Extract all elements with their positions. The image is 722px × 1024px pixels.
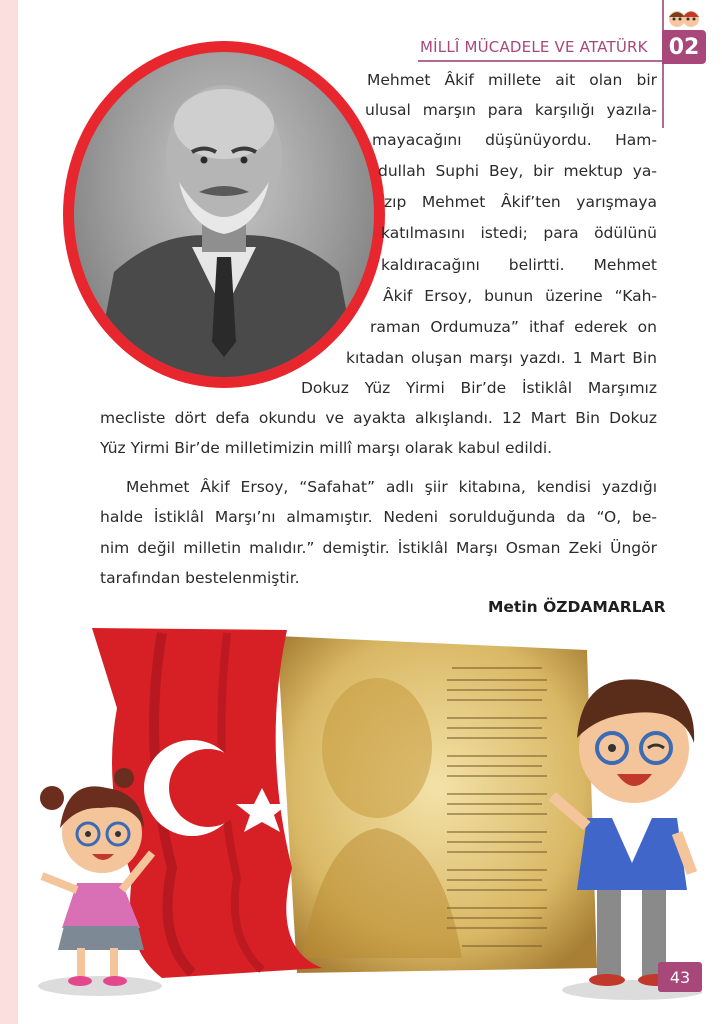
- portrait-photo: [63, 41, 385, 388]
- chapter-number-badge: 02: [662, 30, 706, 64]
- text-line: kıtadan oluşan marşı yazdı. 1 Mart Bin: [346, 349, 657, 367]
- text-line: nim değil milletin malıdır.” demiştir. İstiklâl Marşı Osman Zeki Üngör: [100, 539, 657, 557]
- text-line: tarafından bestelenmiştir.: [100, 569, 300, 587]
- page-number: 43: [658, 962, 702, 992]
- header-side-rule: [662, 0, 664, 128]
- page-edge: [0, 0, 18, 1024]
- header-rule: [418, 60, 664, 62]
- text-line: Mehmet Âkif Ersoy, “Safahat” adlı şiir kitabına, kendisi yazdığı: [126, 478, 657, 496]
- flag-anthem-illustration: [22, 628, 702, 1014]
- text-line: mecliste dört defa okundu ve ayakta alkışlandı. 12 Mart Bin Dokuz: [100, 409, 657, 427]
- text-line: Dokuz Yüz Yirmi Bir’de İstiklâl Marşımız: [301, 379, 657, 397]
- text-line: dullah Suphi Bey, bir mektup ya-: [378, 162, 657, 180]
- text-line: zıp Mehmet Âkif’ten yarışmaya: [384, 193, 657, 211]
- text-line: raman Ordumuza” ithaf ederek on: [370, 318, 657, 336]
- text-line: Mehmet Âkif millete ait olan bir: [367, 71, 657, 89]
- portrait-figure: [74, 52, 374, 377]
- text-line: Yüz Yirmi Bir’de milletimizin millî marşı olarak kabul edildi.: [100, 439, 553, 457]
- text-line: Âkif Ersoy, bunun üzerine “Kah-: [383, 287, 657, 305]
- chapter-title: MİLLÎ MÜCADELE VE ATATÜRK: [420, 38, 648, 56]
- text-line: mayacağını düşünüyordu. Ham-: [372, 131, 657, 149]
- author-name: Metin ÖZDAMARLAR: [488, 598, 666, 616]
- kids-icon: [664, 4, 704, 30]
- text-line: kaldıracağını belirtti. Mehmet: [381, 256, 657, 274]
- text-line: halde İstiklâl Marşı’nı almamıştır. Nedeni sorulduğunda da “O, be-: [100, 508, 657, 526]
- text-line: ulusal marşın para karşılığı yazıla-: [365, 101, 657, 119]
- text-line: katılmasını istedi; para ödülünü: [381, 224, 657, 242]
